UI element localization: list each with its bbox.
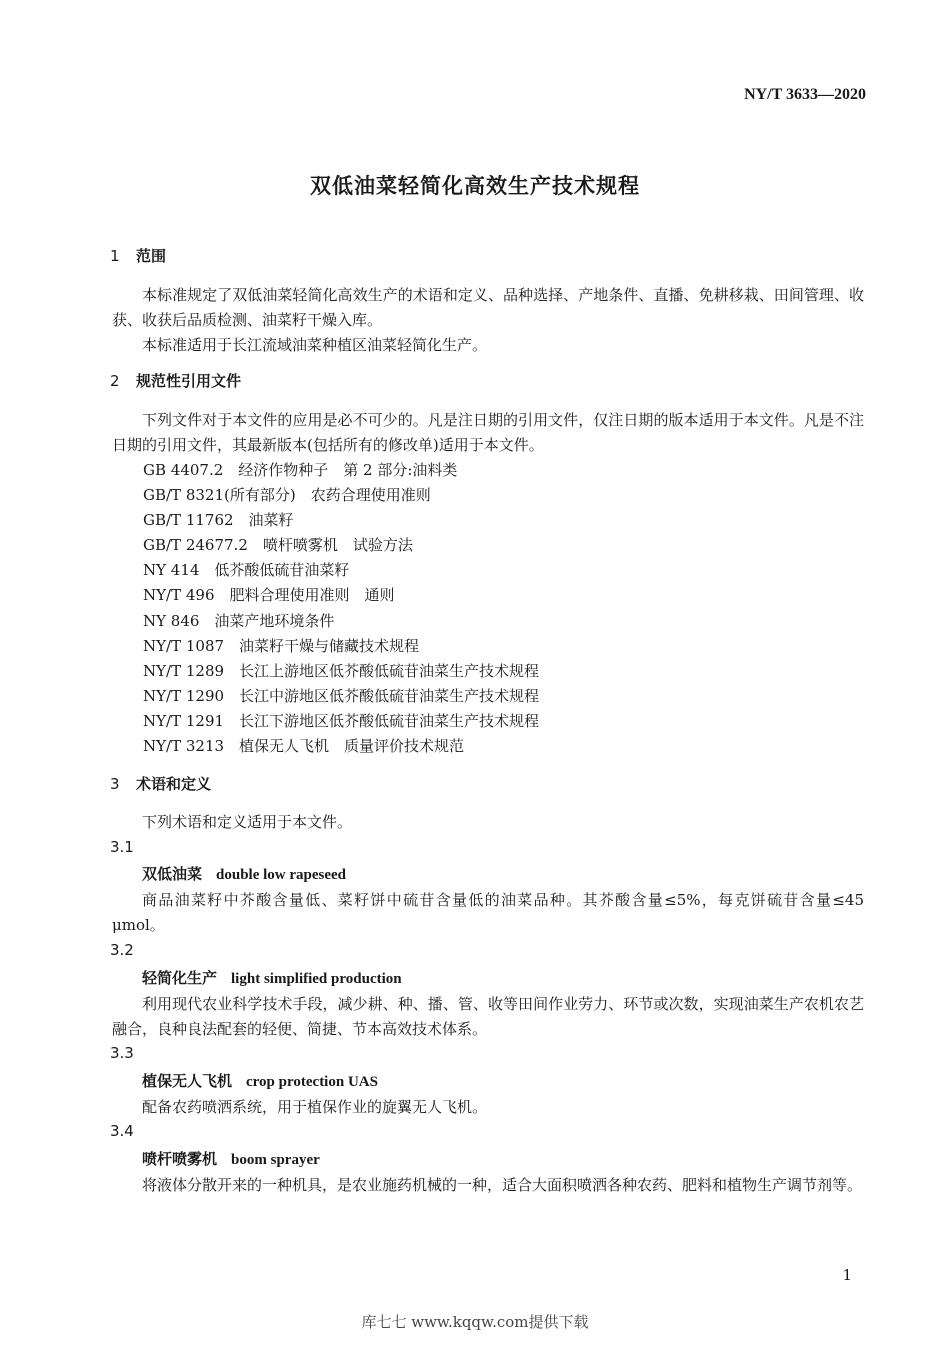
section-number: 1 <box>110 247 120 265</box>
reference-item: GB/T 8321(所有部分) 农药合理使用准则 <box>143 486 431 504</box>
term-english: light simplified production <box>231 971 402 987</box>
term-definition: 商品油菜籽中芥酸含量低、菜籽饼中硫苷含量低的油菜品种。其芥酸含量≤5%，每克饼硫苷含量≤45 μmol。 <box>112 891 864 934</box>
section-1-paragraph-2: 本标准适用于长江流域油菜种植区油菜轻简化生产。 <box>142 336 488 354</box>
reference-item: NY/T 496 肥料合理使用准则 通则 <box>143 586 395 604</box>
term-chinese: 喷杆喷雾机 <box>142 1150 218 1168</box>
term-definition: 将液体分散开来的一种机具，是农业施药机械的一种，适合大面积喷洒各种农药、肥料和植物生产调节剂等。 <box>142 1176 863 1194</box>
section-title: 范围 <box>136 247 167 265</box>
term-definition: 利用现代农业科学技术手段，减少耕、种、播、管、收等田间作业劳力、环节或次数，实现油菜生产农机农艺融合，良种良法配套的轻便、简捷、节本高效技术体系。 <box>112 995 864 1038</box>
term-heading <box>142 1148 320 1169</box>
reference-item: GB/T 24677.2 喷杆喷雾机 试验方法 <box>143 536 413 554</box>
section-1-heading <box>110 245 166 266</box>
term-number: 3.2 <box>110 941 134 959</box>
term-definition: 配备农药喷洒系统，用于植保作业的旋翼无人飞机。 <box>142 1098 488 1116</box>
term-english: boom sprayer <box>231 1152 320 1168</box>
section-number: 3 <box>110 775 120 793</box>
reference-item: NY/T 1289 长江上游地区低芥酸低硫苷油菜生产技术规程 <box>143 662 540 680</box>
term-chinese: 双低油菜 <box>142 865 203 883</box>
section-title: 规范性引用文件 <box>136 372 242 390</box>
reference-item: NY/T 1087 油菜籽干燥与储藏技术规程 <box>143 637 420 655</box>
section-3-paragraph-1: 下列术语和定义适用于本文件。 <box>142 813 353 831</box>
reference-item: GB/T 11762 油菜籽 <box>143 511 294 529</box>
reference-item: NY 846 油菜产地环境条件 <box>143 612 335 630</box>
term-heading <box>142 863 346 884</box>
term-heading <box>142 1070 378 1091</box>
term-chinese: 轻简化生产 <box>142 969 218 987</box>
section-2-paragraph-1: 下列文件对于本文件的应用是必不可少的。凡是注日期的引用文件，仅注日期的版本适用于本文件。凡是不注日期的引用文件，其最新版本(包括所有的修改单)适用于本文件。 <box>112 411 864 454</box>
section-number: 2 <box>110 372 120 390</box>
term-english: crop protection UAS <box>246 1074 378 1090</box>
reference-item: GB 4407.2 经济作物种子 第 2 部分:油料类 <box>143 461 458 479</box>
document-code: NY/T 3633—2020 <box>744 86 866 103</box>
document-title: 双低油菜轻简化高效生产技术规程 <box>310 174 640 198</box>
term-english: double low rapeseed <box>216 867 347 883</box>
term-chinese: 植保无人飞机 <box>142 1072 233 1090</box>
section-1-paragraph-1: 本标准规定了双低油菜轻简化高效生产的术语和定义、品种选择、产地条件、直播、免耕移栽、田间管理、收获、收获后品质检测、油菜籽干燥入库。 <box>112 286 864 329</box>
page-number: 1 <box>842 1266 852 1284</box>
reference-item: NY 414 低芥酸低硫苷油菜籽 <box>143 561 350 579</box>
reference-item: NY/T 1290 长江中游地区低芥酸低硫苷油菜生产技术规程 <box>143 687 540 705</box>
term-number: 3.1 <box>110 838 134 856</box>
term-heading <box>142 967 402 988</box>
term-number: 3.3 <box>110 1044 134 1062</box>
term-number: 3.4 <box>110 1122 134 1140</box>
section-title: 术语和定义 <box>136 775 212 793</box>
section-2-heading <box>110 370 241 391</box>
reference-item: NY/T 3213 植保无人飞机 质量评价技术规范 <box>143 737 465 755</box>
download-footer: 库七七 www.kqqw.com提供下载 <box>361 1313 589 1331</box>
section-3-heading <box>110 773 211 794</box>
reference-item: NY/T 1291 长江下游地区低芥酸低硫苷油菜生产技术规程 <box>143 712 540 730</box>
